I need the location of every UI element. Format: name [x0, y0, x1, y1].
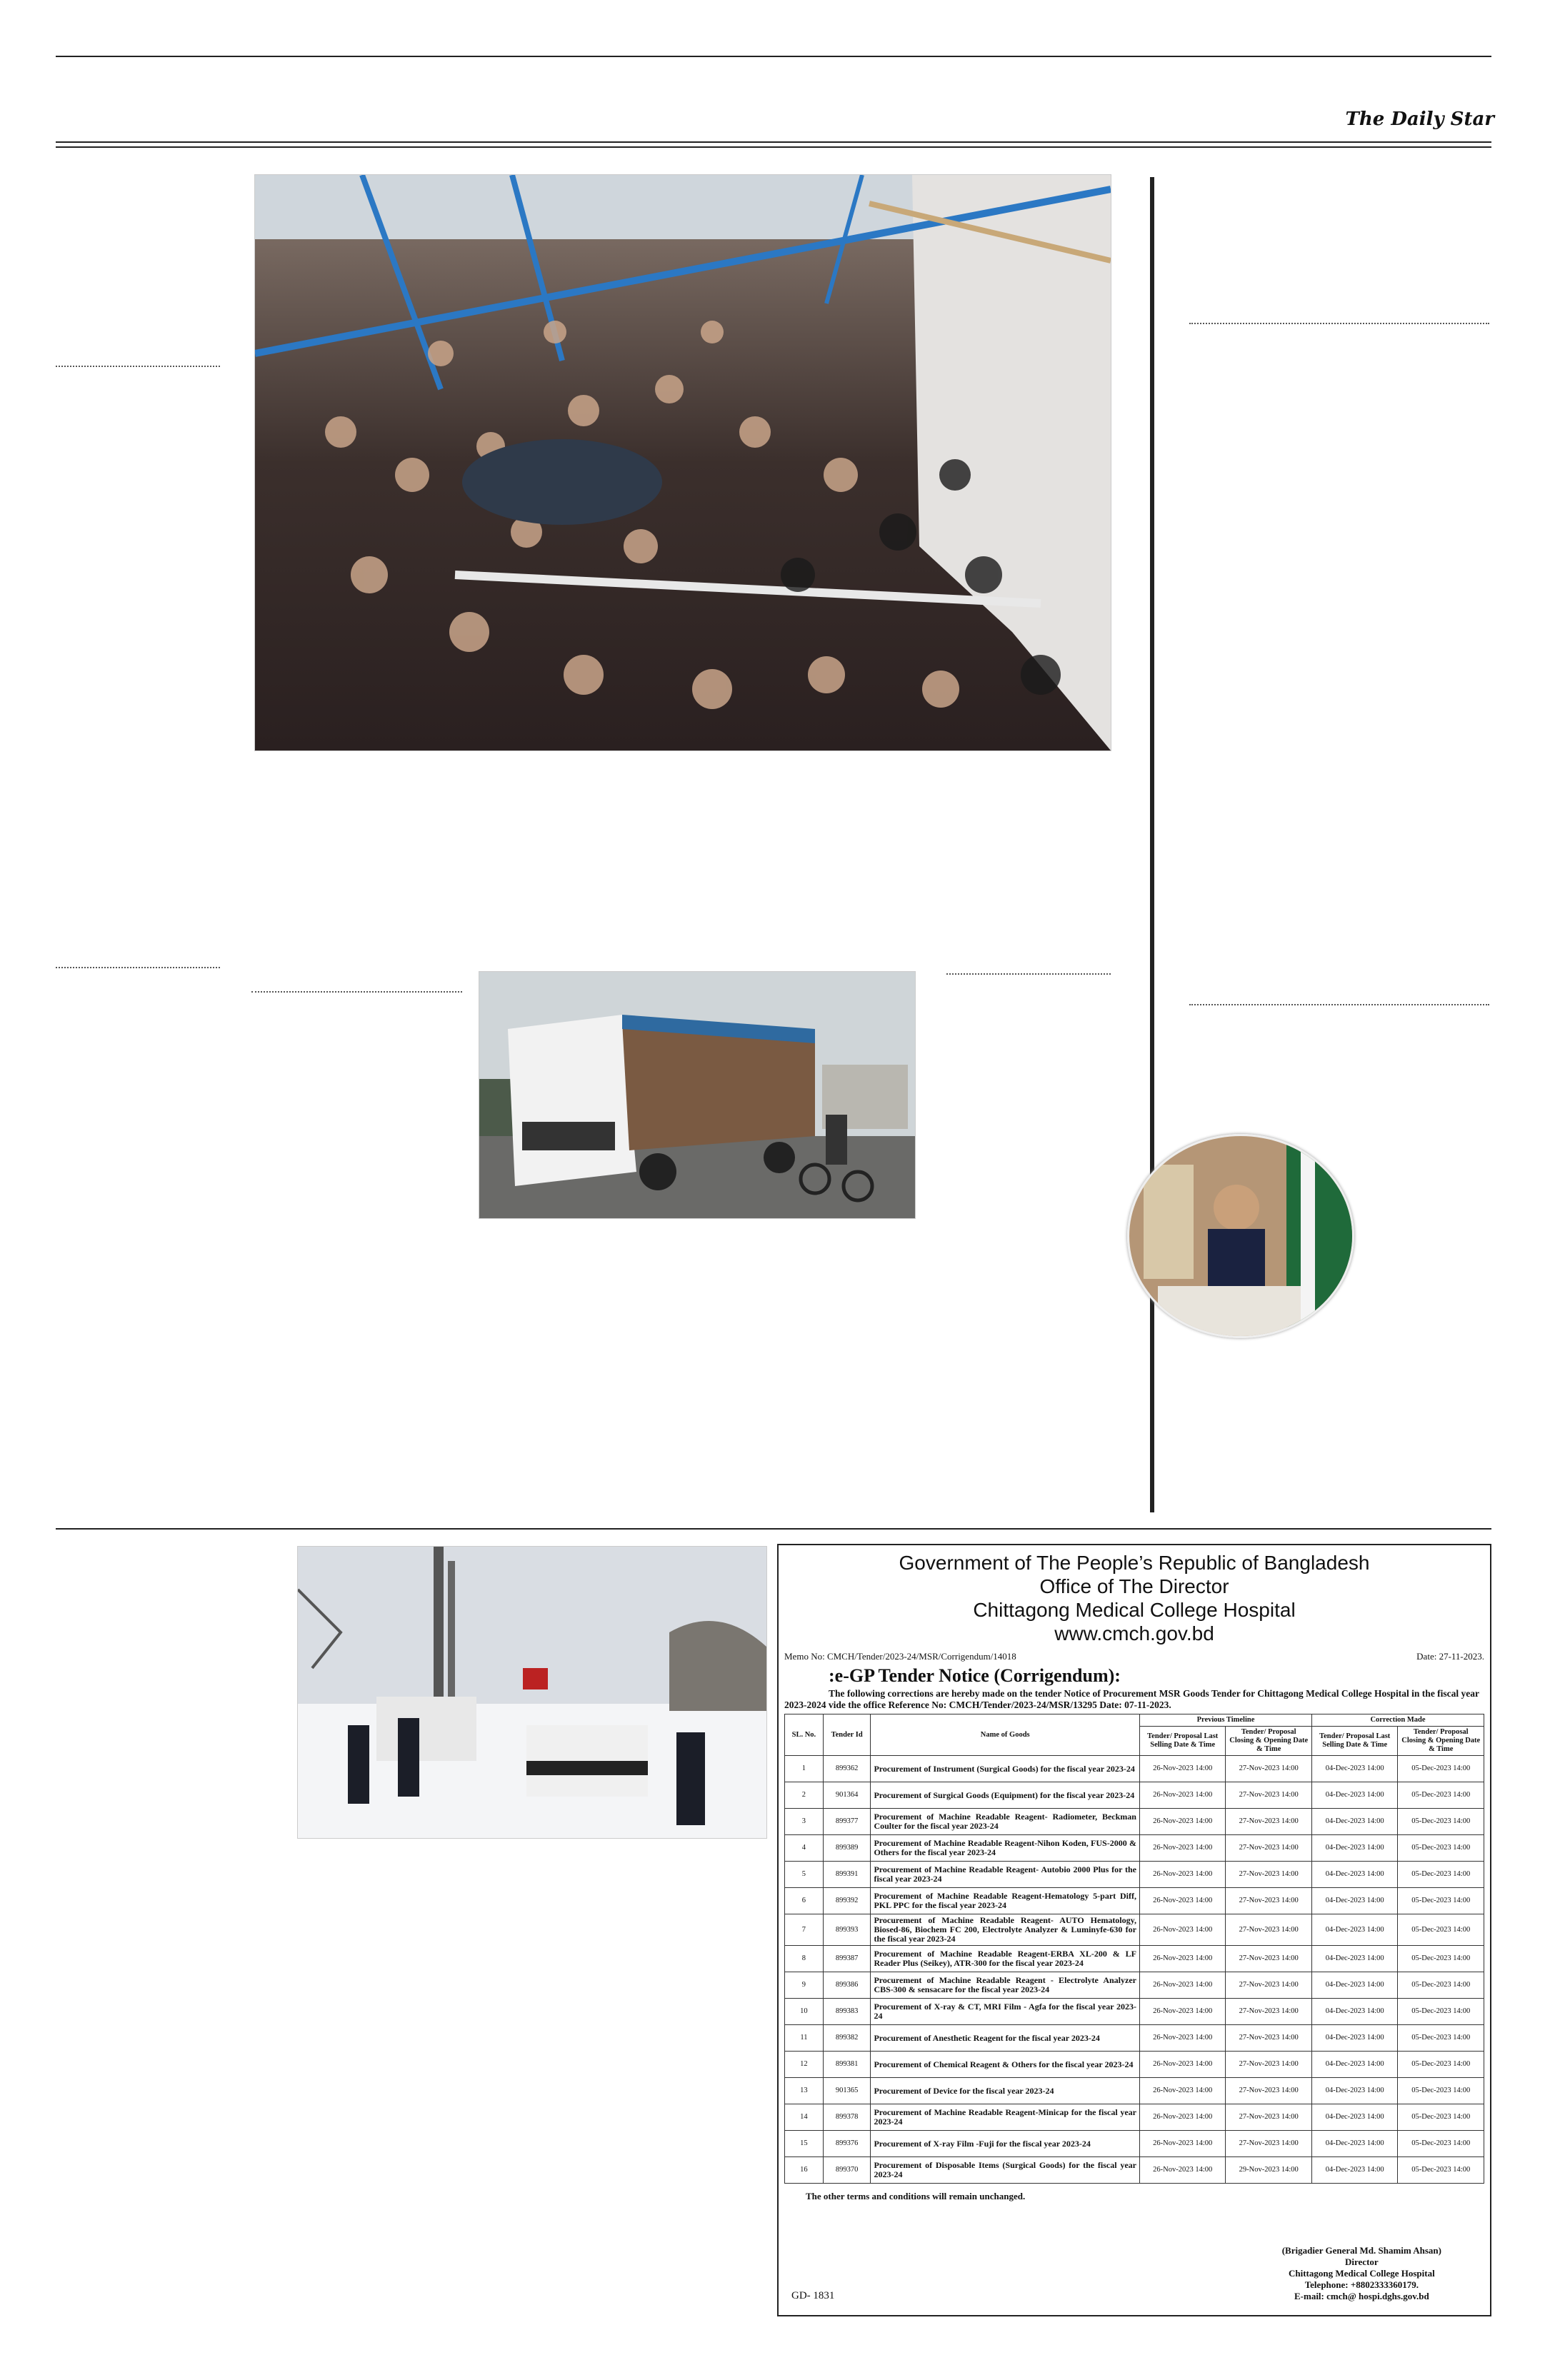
- cell-sl: 15: [785, 2131, 824, 2157]
- cell-sl: 7: [785, 1914, 824, 1946]
- col-tender-id: Tender Id: [823, 1714, 871, 1756]
- cell-sl: 1: [785, 1756, 824, 1782]
- cell-tender-id: 899376: [823, 2131, 871, 2157]
- cell-tender-id: 901364: [823, 1782, 871, 1809]
- cell-prev-last-selling: 26-Nov-2023 14:00: [1139, 1914, 1225, 1946]
- tender-notice: [777, 1544, 1491, 2316]
- notice-website: www.cmch.gov.bd: [1054, 1622, 1214, 1645]
- notice-heading-line: Government of The People’s Republic of Bangladesh: [899, 1552, 1370, 1574]
- col-goods: Name of Goods: [871, 1714, 1140, 1756]
- cell-sl: 4: [785, 1835, 824, 1862]
- cell-goods: Procurement of Machine Readable Reagent- AUTO Hematology, Biosed-86, Biochem FC 200, Electrolyte Analyzer & Luminyfe-630 for the fiscal year 2023-24: [871, 1914, 1140, 1946]
- cell-corr-last-selling: 04-Dec-2023 14:00: [1311, 1756, 1397, 1782]
- signature-phone: Telephone: +8802333360179.: [1304, 2279, 1419, 2290]
- cell-sl: 2: [785, 1782, 824, 1809]
- cell-sl: 16: [785, 2157, 824, 2184]
- col-sl: SL. No.: [785, 1714, 824, 1756]
- table-row: [785, 2078, 1484, 2104]
- col-corr-closing: Tender/ Proposal Closing & Opening Date & Time: [1398, 1727, 1484, 1756]
- col-previous-timeline: Previous Timeline: [1139, 1714, 1311, 1727]
- signature-block: [1282, 2245, 1441, 2302]
- cell-goods: Procurement of Machine Readable Reagent - Electrolyte Analyzer CBS-300 & sensacare for the fiscal year 2023-24: [871, 1972, 1140, 1999]
- cell-corr-closing: 05-Dec-2023 14:00: [1398, 1782, 1484, 1809]
- table-row: [785, 2025, 1484, 2052]
- notice-title: :e-GP Tender Notice (Corrigendum):: [829, 1665, 1121, 1686]
- cell-corr-last-selling: 04-Dec-2023 14:00: [1311, 2025, 1397, 2052]
- column-separator: [56, 366, 220, 367]
- cell-goods: Procurement of Anesthetic Reagent for the fiscal year 2023-24: [871, 2025, 1140, 2052]
- cell-corr-last-selling: 04-Dec-2023 14:00: [1311, 1914, 1397, 1946]
- cell-sl: 5: [785, 1862, 824, 1888]
- cell-prev-last-selling: 26-Nov-2023 14:00: [1139, 2078, 1225, 2104]
- cell-sl: 6: [785, 1888, 824, 1914]
- cell-goods: Procurement of X-ray Film -Fuji for the fiscal year 2023-24: [871, 2131, 1140, 2157]
- cell-prev-last-selling: 26-Nov-2023 14:00: [1139, 1809, 1225, 1835]
- table-row: [785, 2131, 1484, 2157]
- cell-corr-last-selling: 04-Dec-2023 14:00: [1311, 2131, 1397, 2157]
- cell-goods: Procurement of Machine Readable Reagent- Radiometer, Beckman Coulter for the fiscal year 2023-24: [871, 1809, 1140, 1835]
- cell-goods: Procurement of X-ray & CT, MRI Film - Agfa for the fiscal year 2023-24: [871, 1999, 1140, 2025]
- cell-prev-last-selling: 26-Nov-2023 14:00: [1139, 2104, 1225, 2131]
- cell-prev-closing: 27-Nov-2023 14:00: [1226, 2025, 1312, 2052]
- cell-corr-closing: 05-Dec-2023 14:00: [1398, 1914, 1484, 1946]
- cell-goods: Procurement of Device for the fiscal year 2023-24: [871, 2078, 1140, 2104]
- cell-tender-id: 899378: [823, 2104, 871, 2131]
- cell-tender-id: 899391: [823, 1862, 871, 1888]
- cell-goods: Procurement of Machine Readable Reagent-Minicap for the fiscal year 2023-24: [871, 2104, 1140, 2131]
- cell-sl: 12: [785, 2052, 824, 2078]
- column-separator: [946, 973, 1111, 975]
- cell-tender-id: 899377: [823, 1809, 871, 1835]
- top-rule: [56, 56, 1491, 57]
- cell-corr-last-selling: 04-Dec-2023 14:00: [1311, 1946, 1397, 1972]
- cell-sl: 8: [785, 1946, 824, 1972]
- cell-prev-closing: 27-Nov-2023 14:00: [1226, 2078, 1312, 2104]
- cell-goods: Procurement of Surgical Goods (Equipment) for the fiscal year 2023-24: [871, 1782, 1140, 1809]
- cell-prev-last-selling: 26-Nov-2023 14:00: [1139, 1862, 1225, 1888]
- signature-name: (Brigadier General Md. Shamim Ahsan): [1281, 2245, 1441, 2256]
- cell-corr-last-selling: 04-Dec-2023 14:00: [1311, 1888, 1397, 1914]
- cell-prev-closing: 27-Nov-2023 14:00: [1226, 1809, 1312, 1835]
- table-row: [785, 1782, 1484, 1809]
- cell-corr-last-selling: 04-Dec-2023 14:00: [1311, 2157, 1397, 2184]
- cell-prev-last-selling: 26-Nov-2023 14:00: [1139, 1835, 1225, 1862]
- masthead-logo: The Daily Star: [1345, 109, 1494, 130]
- cell-goods: Procurement of Machine Readable Reagent-Nihon Koden, FUS-2000 & Others for the fiscal year 2023-24: [871, 1835, 1140, 1862]
- cell-prev-last-selling: 26-Nov-2023 14:00: [1139, 1999, 1225, 2025]
- cell-sl: 9: [785, 1972, 824, 1999]
- cell-corr-closing: 05-Dec-2023 14:00: [1398, 1862, 1484, 1888]
- notice-footer: The other terms and conditions will remain unchanged.: [806, 2191, 1026, 2201]
- table-row: [785, 2104, 1484, 2131]
- table-row: [785, 1862, 1484, 1888]
- cell-corr-closing: 05-Dec-2023 14:00: [1398, 1999, 1484, 2025]
- cell-prev-closing: 27-Nov-2023 14:00: [1226, 1914, 1312, 1946]
- cell-sl: 14: [785, 2104, 824, 2131]
- cell-corr-last-selling: 04-Dec-2023 14:00: [1311, 1782, 1397, 1809]
- crowd-photo: [254, 174, 1111, 751]
- cell-goods: Procurement of Chemical Reagent & Others for the fiscal year 2023-24: [871, 2052, 1140, 2078]
- cell-tender-id: 899389: [823, 1835, 871, 1862]
- column-separator: [56, 967, 220, 968]
- cell-prev-closing: 29-Nov-2023 14:00: [1226, 2157, 1312, 2184]
- memo-date: Date: 27-11-2023.: [1416, 1651, 1484, 1662]
- signature-email: E-mail: cmch@ hospi.dghs.gov.bd: [1294, 2291, 1429, 2301]
- cell-sl: 3: [785, 1809, 824, 1835]
- cell-corr-closing: 05-Dec-2023 14:00: [1398, 2131, 1484, 2157]
- cell-prev-last-selling: 26-Nov-2023 14:00: [1139, 1946, 1225, 1972]
- cell-corr-last-selling: 04-Dec-2023 14:00: [1311, 2052, 1397, 2078]
- cell-prev-last-selling: 26-Nov-2023 14:00: [1139, 1888, 1225, 1914]
- cell-goods: Procurement of Machine Readable Reagent- Autobio 2000 Plus for the fiscal year 2023-24: [871, 1862, 1140, 1888]
- cell-sl: 10: [785, 1999, 824, 2025]
- table-row: [785, 2052, 1484, 2078]
- table-row: [785, 1809, 1484, 1835]
- cell-tender-id: 899386: [823, 1972, 871, 1999]
- cell-prev-closing: 27-Nov-2023 14:00: [1226, 1862, 1312, 1888]
- cell-prev-closing: 27-Nov-2023 14:00: [1226, 1782, 1312, 1809]
- cell-corr-closing: 05-Dec-2023 14:00: [1398, 2078, 1484, 2104]
- cell-prev-closing: 27-Nov-2023 14:00: [1226, 1756, 1312, 1782]
- cell-tender-id: 899370: [823, 2157, 871, 2184]
- cell-tender-id: 899393: [823, 1914, 871, 1946]
- cell-tender-id: 899382: [823, 2025, 871, 2052]
- cell-prev-closing: 27-Nov-2023 14:00: [1226, 1835, 1312, 1862]
- cell-prev-closing: 27-Nov-2023 14:00: [1226, 1946, 1312, 1972]
- cell-prev-closing: 27-Nov-2023 14:00: [1226, 1999, 1312, 2025]
- cell-corr-closing: 05-Dec-2023 14:00: [1398, 2025, 1484, 2052]
- notice-intro: The following corrections are hereby made on the tender Notice of Procurement MSR Goods Tender for Chittagong Medical College Hospital in the fiscal year 2023-2024 vide the office Reference No: CMCH/Tender/2023-24/MSR/13295 Date: 07-11-2023.: [784, 1688, 1479, 1710]
- cell-prev-last-selling: 26-Nov-2023 14:00: [1139, 2025, 1225, 2052]
- signature-title: Director: [1345, 2256, 1379, 2267]
- cell-goods: Procurement of Machine Readable Reagent-Hematology 5-part Diff, PKL PPC for the fiscal year 2023-24: [871, 1888, 1140, 1914]
- header-double-rule: [56, 141, 1491, 143]
- cell-corr-closing: 05-Dec-2023 14:00: [1398, 1835, 1484, 1862]
- cell-corr-last-selling: 04-Dec-2023 14:00: [1311, 1999, 1397, 2025]
- table-row: [785, 1888, 1484, 1914]
- section-rule: [56, 1528, 1491, 1530]
- cell-corr-last-selling: 04-Dec-2023 14:00: [1311, 1862, 1397, 1888]
- snow-rescue-photo: [297, 1546, 767, 1839]
- notice-heading-line: Chittagong Medical College Hospital: [973, 1599, 1296, 1621]
- column-separator: [1189, 1004, 1489, 1005]
- table-row: [785, 1946, 1484, 1972]
- cell-prev-last-selling: 26-Nov-2023 14:00: [1139, 1782, 1225, 1809]
- cell-corr-last-selling: 04-Dec-2023 14:00: [1311, 1835, 1397, 1862]
- cell-corr-closing: 05-Dec-2023 14:00: [1398, 1946, 1484, 1972]
- memo-number: Memo No: CMCH/Tender/2023-24/MSR/Corrigendum/14018: [784, 1651, 1016, 1662]
- cell-tender-id: 901365: [823, 2078, 871, 2104]
- memo-row: [784, 1651, 1484, 1662]
- notice-heading: [784, 1551, 1484, 1645]
- cell-corr-closing: 05-Dec-2023 14:00: [1398, 1756, 1484, 1782]
- col-prev-last-selling: Tender/ Proposal Last Selling Date & Time: [1139, 1727, 1225, 1756]
- table-row: [785, 1756, 1484, 1782]
- cell-prev-closing: 27-Nov-2023 14:00: [1226, 2052, 1312, 2078]
- cell-prev-closing: 27-Nov-2023 14:00: [1226, 2131, 1312, 2157]
- cell-goods: Procurement of Machine Readable Reagent-ERBA XL-200 & LF Reader Plus (Seikey), ATR-300 for the fiscal year 2023-24: [871, 1946, 1140, 1972]
- notice-heading-line: Office of The Director: [1039, 1575, 1229, 1597]
- cell-tender-id: 899381: [823, 2052, 871, 2078]
- portrait-photo-circle: [1127, 1134, 1354, 1338]
- table-row: [785, 1914, 1484, 1946]
- cell-corr-last-selling: 04-Dec-2023 14:00: [1311, 1809, 1397, 1835]
- cell-prev-closing: 27-Nov-2023 14:00: [1226, 1972, 1312, 1999]
- col-prev-closing: Tender/ Proposal Closing & Opening Date & Time: [1226, 1727, 1312, 1756]
- table-row: [785, 2157, 1484, 2184]
- cell-corr-last-selling: 04-Dec-2023 14:00: [1311, 1972, 1397, 1999]
- cell-tender-id: 899383: [823, 1999, 871, 2025]
- cell-corr-last-selling: 04-Dec-2023 14:00: [1311, 2104, 1397, 2131]
- cell-prev-closing: 27-Nov-2023 14:00: [1226, 1888, 1312, 1914]
- table-row: [785, 1835, 1484, 1862]
- cell-prev-last-selling: 26-Nov-2023 14:00: [1139, 2131, 1225, 2157]
- cell-tender-id: 899392: [823, 1888, 871, 1914]
- col-correction-made: Correction Made: [1311, 1714, 1484, 1727]
- cell-corr-closing: 05-Dec-2023 14:00: [1398, 2052, 1484, 2078]
- tender-table-body: [785, 1756, 1484, 2184]
- cell-prev-last-selling: 26-Nov-2023 14:00: [1139, 2157, 1225, 2184]
- cell-corr-last-selling: 04-Dec-2023 14:00: [1311, 2078, 1397, 2104]
- cell-sl: 13: [785, 2078, 824, 2104]
- header-double-rule-2: [56, 146, 1491, 148]
- cell-prev-last-selling: 26-Nov-2023 14:00: [1139, 1756, 1225, 1782]
- vertical-column-rule: [1150, 177, 1154, 1512]
- cell-tender-id: 899387: [823, 1946, 871, 1972]
- cell-prev-last-selling: 26-Nov-2023 14:00: [1139, 2052, 1225, 2078]
- cell-prev-closing: 27-Nov-2023 14:00: [1226, 2104, 1312, 2131]
- column-separator: [251, 991, 462, 993]
- cell-prev-last-selling: 26-Nov-2023 14:00: [1139, 1972, 1225, 1999]
- gd-number: GD- 1831: [791, 2290, 835, 2301]
- signature-office: Chittagong Medical College Hospital: [1288, 2268, 1435, 2279]
- cell-corr-closing: 05-Dec-2023 14:00: [1398, 1888, 1484, 1914]
- table-row: [785, 1972, 1484, 1999]
- table-row: [785, 1999, 1484, 2025]
- cell-corr-closing: 05-Dec-2023 14:00: [1398, 1972, 1484, 1999]
- col-corr-last-selling: Tender/ Proposal Last Selling Date & Time: [1311, 1727, 1397, 1756]
- cell-goods: Procurement of Disposable Items (Surgical Goods) for the fiscal year 2023-24: [871, 2157, 1140, 2184]
- cell-corr-closing: 05-Dec-2023 14:00: [1398, 2104, 1484, 2131]
- truck-convoy-photo: [479, 971, 916, 1219]
- cell-corr-closing: 05-Dec-2023 14:00: [1398, 1809, 1484, 1835]
- cell-tender-id: 899362: [823, 1756, 871, 1782]
- tender-table: [784, 1714, 1484, 2184]
- cell-sl: 11: [785, 2025, 824, 2052]
- column-separator: [1189, 323, 1489, 324]
- cell-goods: Procurement of Instrument (Surgical Goods) for the fiscal year 2023-24: [871, 1756, 1140, 1782]
- cell-corr-closing: 05-Dec-2023 14:00: [1398, 2157, 1484, 2184]
